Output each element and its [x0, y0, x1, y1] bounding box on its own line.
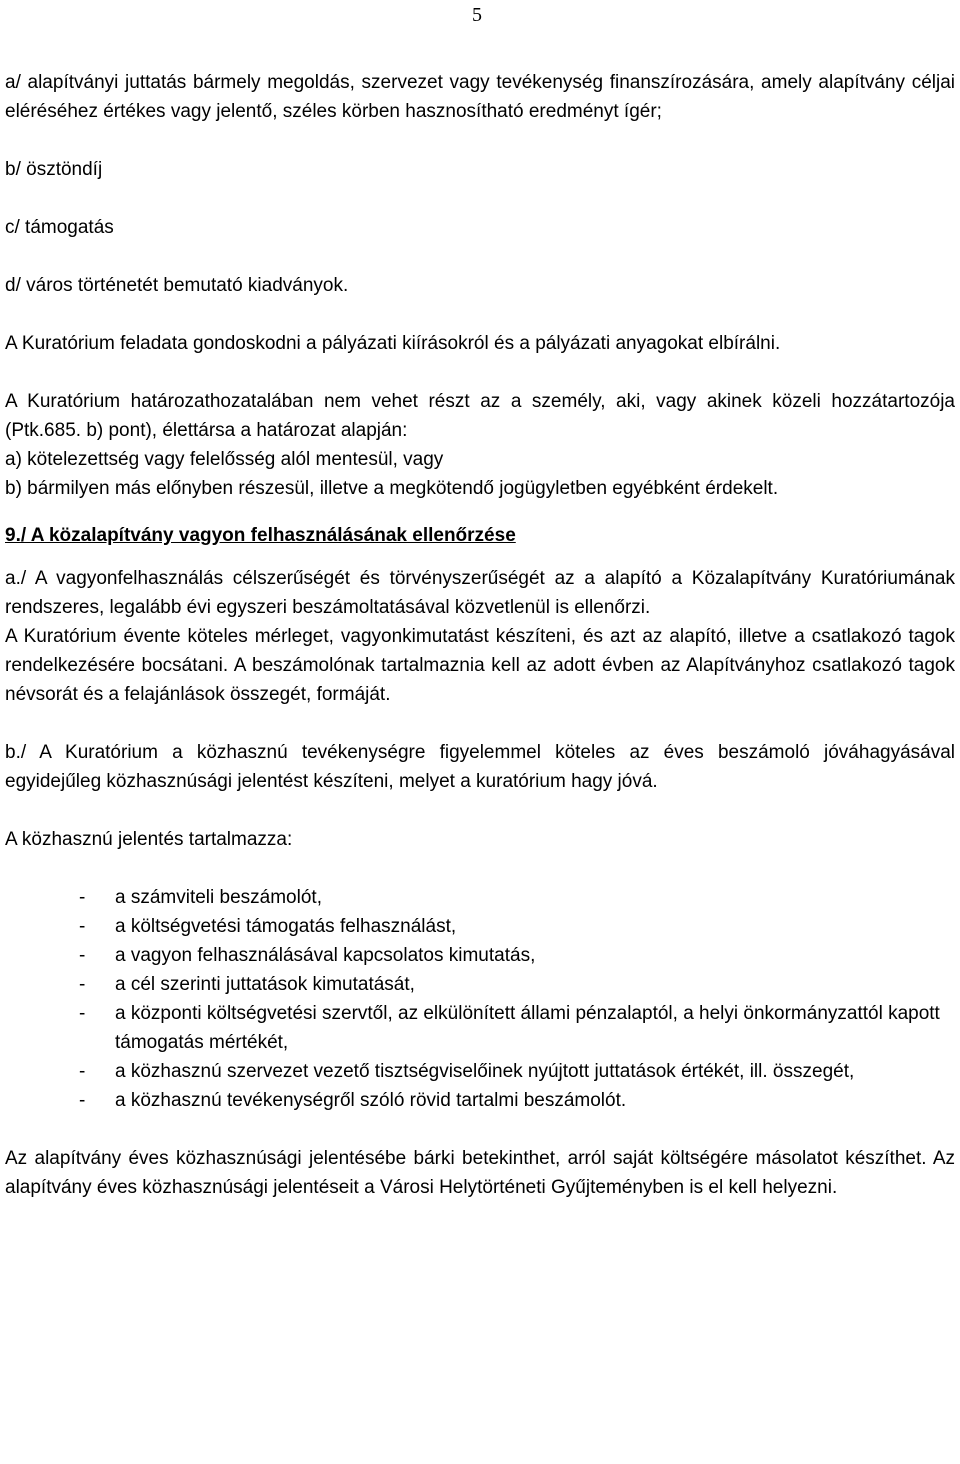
section-heading: 9./ A közalapítvány vagyon felhasználásának ellenőrzése — [5, 525, 516, 546]
dash-marker: - — [79, 1090, 86, 1111]
dash-marker: - — [79, 974, 86, 995]
page-number: 5 — [472, 4, 482, 26]
list-item: - a központi költségvetési szervtől, az elkülönített állami pénzalaptól, a helyi önkormányzattól kapott támogatás mértékét, — [5, 999, 955, 1057]
dash-marker: - — [79, 945, 86, 966]
paragraph-b-kozhasznu: b./ A Kuratórium a közhasznú tevékenységre figyelemmel köteles az éves beszámoló jóváhagyásával egyidejűleg közhasznúsági jelentést készíteni, melyet a kuratórium hagy jóvá. — [5, 742, 955, 792]
list-item: - a számviteli beszámolót, — [5, 883, 955, 912]
paragraph-kuratorium-feladata: A Kuratórium feladata gondoskodni a pályázati kiírásokról és a pályázati anyagokat elbírálni. — [5, 333, 781, 354]
list-item: - a közhasznú szervezet vezető tisztségviselőinek nyújtott juttatások értékét, ill. összegét, — [5, 1057, 955, 1086]
dash-marker: - — [79, 916, 86, 937]
dash-marker: - — [79, 1061, 86, 1082]
item-a: a/ alapítványi juttatás bármely megoldás, szervezet vagy tevékenység finanszírozására, amely alapítvány céljai eléréséhez értékes vagy jelentő, széles körben hasznosítható eredményt ígér; — [5, 72, 955, 122]
paragraph-a-ellenorzes: a./ A vagyonfelhasználás célszerűségét és törvényszerűségét az a alapító a Közalapítvány Kuratóriumának rendszeres, legalább évi egyszeri beszámoltatásával közvetlenül is ellenőrzi. — [5, 568, 955, 618]
list-item: - a közhasznú tevékenységről szóló rövid tartalmi beszámolót. — [5, 1086, 955, 1115]
list-item: - a költségvetési támogatás felhasználást, — [5, 912, 955, 941]
paragraph-condition-a: a) kötelezettség vagy felelősség alól mentesül, vagy — [5, 449, 444, 470]
paragraph-condition-b: b) bármilyen más előnyben részesül, illetve a megkötendő jogügyletben egyébként érdekelt. — [5, 478, 779, 499]
document-body — [5, 68, 955, 1202]
paragraph-merleg: A Kuratórium évente köteles mérleget, vagyonkimutatást készíteni, és azt az alapító, illetve a csatlakozó tagok rendelkezésére bocsátani. A beszámolónak tartalmaznia kell az adott évben az Alapítványhoz csatlakozó tagok névsorát és a felajánlások összegét, formáját. — [5, 626, 955, 705]
list-item: - a cél szerinti juttatások kimutatását, — [5, 970, 955, 999]
item-b: b/ ösztöndíj — [5, 159, 103, 180]
list-item: - a vagyon felhasználásával kapcsolatos kimutatás, — [5, 941, 955, 970]
paragraph-hatarozathozatal: A Kuratórium határozathozatalában nem vehet részt az a személy, aki, vagy akinek közeli hozzátartozója (Ptk.685. b) pont), élettársa a határozat alapján: — [5, 391, 955, 441]
item-c: c/ támogatás — [5, 217, 114, 238]
item-d: d/ város történetét bemutató kiadványok. — [5, 275, 349, 296]
dash-marker: - — [79, 887, 86, 908]
dash-marker: - — [79, 1003, 86, 1024]
paragraph-closing: Az alapítvány éves közhasznúsági jelentésébe bárki betekinthet, arról saját költségére másolatot készíthet. Az alapítvány éves közhasznúsági jelentéseit a Városi Helytörténeti Gyűjteményben is el kell helyezni. — [5, 1148, 955, 1198]
list-intro: A közhasznú jelentés tartalmazza: — [5, 829, 293, 850]
content-list — [5, 883, 955, 1115]
